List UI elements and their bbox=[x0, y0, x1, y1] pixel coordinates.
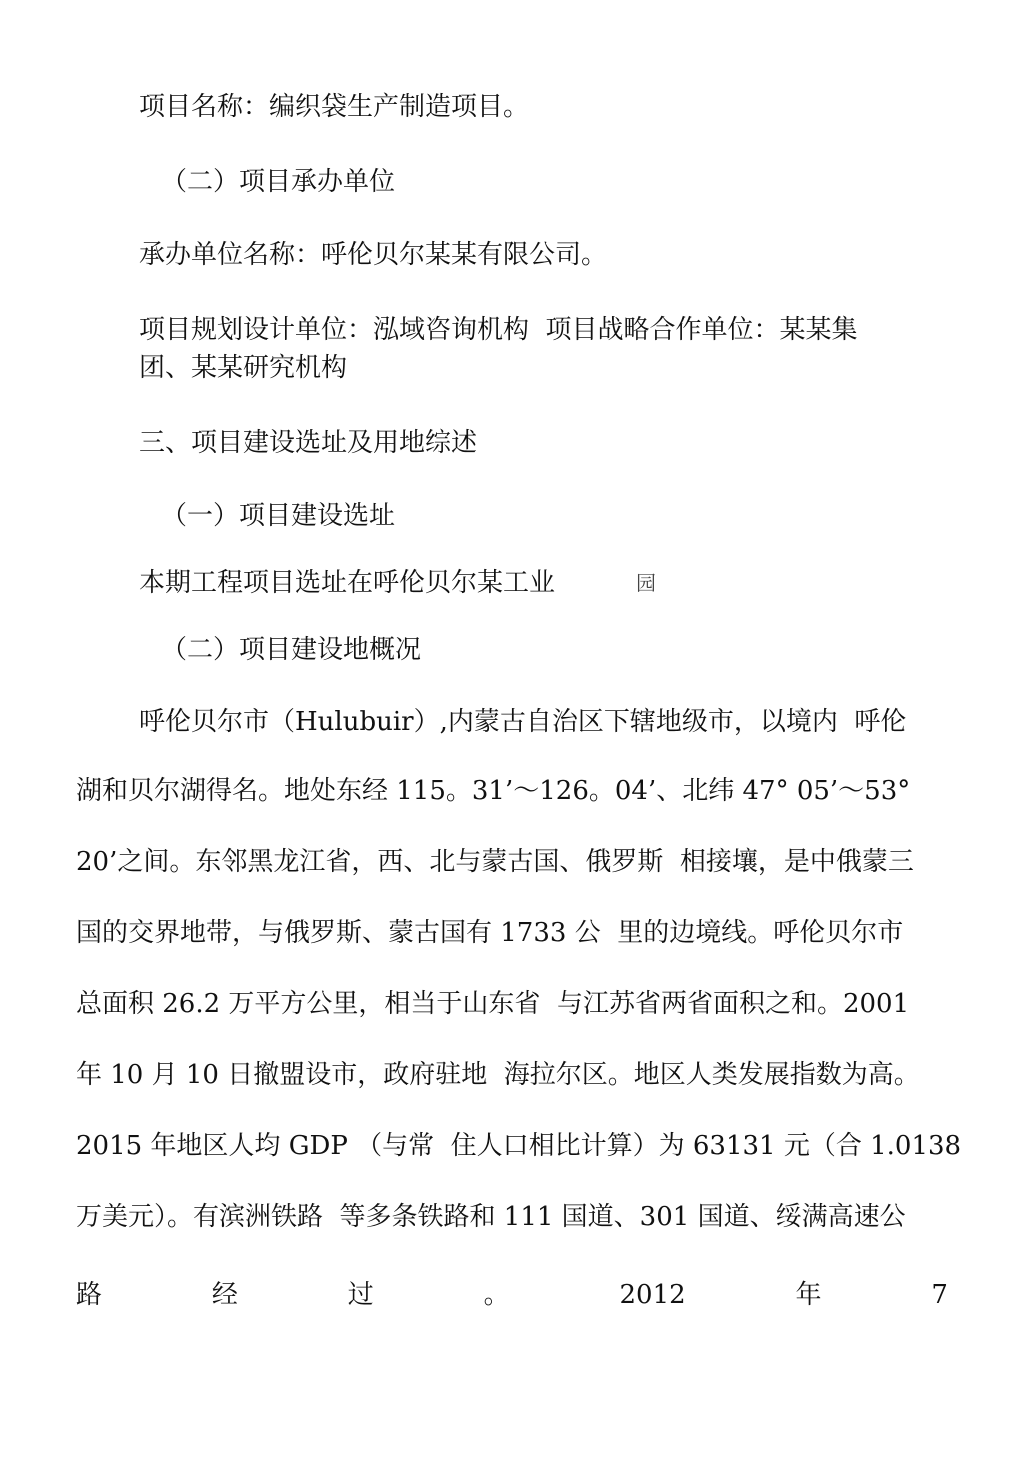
body-line: 20’之间。东邻黑龙江省，西、北与蒙古国、俄罗斯 相接壤，是中俄蒙三 bbox=[76, 847, 914, 877]
body-line: 2015 年地区人均 GDP （与常 住人口相比计算）为 63131 元（合 1.0138 bbox=[76, 1131, 962, 1161]
site-text-line: 本期工程项目选址在呼伦贝尔某工业 bbox=[139, 568, 556, 598]
project-name-line: 项目名称：编织袋生产制造项目。 bbox=[139, 92, 530, 122]
heading-undertaker: （二）项目承办单位 bbox=[161, 167, 396, 197]
body-line: 国的交界地带，与俄罗斯、蒙古国有 1733 公 里的边境线。呼伦贝尔市 bbox=[76, 918, 904, 948]
body-line: 年 10 月 10 日撤盟设市，政府驻地 海拉尔区。地区人类发展指数为高。 bbox=[76, 1060, 920, 1090]
last-line-word: 。 bbox=[483, 1280, 510, 1310]
last-line-word: 经 bbox=[211, 1280, 238, 1310]
last-line-word: 过 bbox=[347, 1280, 374, 1310]
site-stamp-char: 园 bbox=[636, 571, 656, 595]
body-line: 湖和贝尔湖得名。地处东经 115。31’～126。04’、北纬 47° 05’～53° bbox=[76, 776, 911, 806]
heading-overview: （二）项目建设地概况 bbox=[161, 635, 422, 665]
planner-line-2: 团、某某研究机构 bbox=[139, 353, 348, 383]
last-line-word: 路 bbox=[76, 1280, 103, 1310]
heading-site: （一）项目建设选址 bbox=[161, 501, 396, 531]
section-3-heading: 三、项目建设选址及用地综述 bbox=[139, 428, 478, 458]
last-line-word: 2012 bbox=[619, 1280, 686, 1310]
last-line-word: 7 bbox=[931, 1280, 948, 1310]
planner-line-1: 项目规划设计单位：泓域咨询机构 项目战略合作单位：某某集 bbox=[139, 315, 858, 345]
undertaker-name-line: 承办单位名称：呼伦贝尔某某有限公司。 bbox=[139, 240, 608, 270]
body-line: 呼伦贝尔市（Hulubuir）,内蒙古自治区下辖地级市，以境内 呼伦 bbox=[139, 707, 907, 737]
body-line: 万美元）。有滨洲铁路 等多条铁路和 111 国道、301 国道、绥满高速公 bbox=[76, 1202, 906, 1232]
body-line: 总面积 26.2 万平方公里，相当于山东省 与江苏省两省面积之和。2001 bbox=[76, 989, 910, 1019]
last-line-word: 年 bbox=[795, 1280, 822, 1310]
body-last-line bbox=[76, 1278, 948, 1312]
